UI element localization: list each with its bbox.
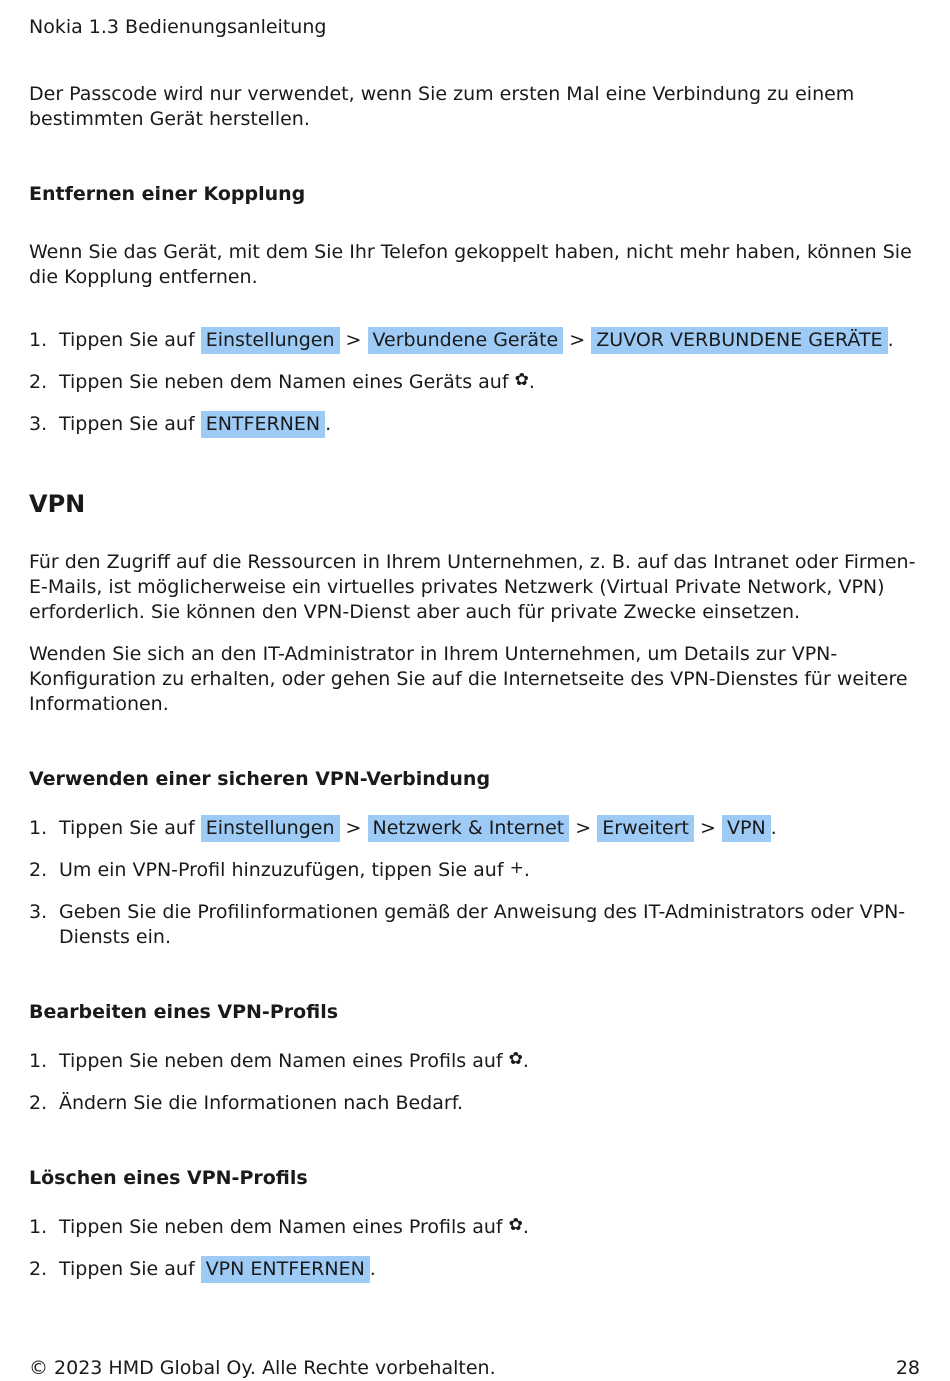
delete-step-1 xyxy=(29,1215,920,1241)
path-separator: > xyxy=(575,817,592,839)
punctuation: . xyxy=(528,371,535,393)
path-separator: > xyxy=(569,329,586,351)
copyright-text: © 2023 HMD Global Oy. Alle Rechte vorbehalten. xyxy=(29,1357,496,1379)
secure-step-1 xyxy=(29,816,920,841)
step-text: Ändern Sie die Informationen nach Bedarf. xyxy=(59,1092,464,1114)
settings-link[interactable]: Einstellungen xyxy=(201,327,340,354)
step-number: 1. xyxy=(29,1050,48,1072)
punctuation: . xyxy=(522,1216,529,1238)
step-number: 1. xyxy=(29,1216,48,1238)
step-text: Tippen Sie auf xyxy=(59,413,195,435)
vpn-paragraph-1: Für den Zugriff auf die Ressourcen in Ihrem Unternehmen, z. B. auf das Intranet oder Firmen-E-Mails, ist möglicherweise ein virtuelles privates Netzwerk (Virtual Private Network, VPN) erforderlich. Sie können den VPN-Dienst aber auch für private Zwecke einsetzen. xyxy=(29,551,916,623)
path-separator: > xyxy=(345,329,362,351)
punctuation: . xyxy=(770,817,777,839)
intro-paragraph: Der Passcode wird nur verwendet, wenn Sie zum ersten Mal eine Verbindung zu einem bestimmten Gerät herstellen. xyxy=(29,83,855,130)
page-header: Nokia 1.3 Bedienungsanleitung xyxy=(29,16,327,38)
settings-link[interactable]: Einstellungen xyxy=(201,815,340,842)
remove-link[interactable]: ENTFERNEN xyxy=(201,411,325,438)
secure-step-3 xyxy=(29,900,920,950)
step-number: 3. xyxy=(29,901,48,923)
unpair-heading: Entfernen einer Kopplung xyxy=(29,183,306,205)
gear-icon: ✿ xyxy=(514,370,529,390)
network-internet-link[interactable]: Netzwerk & Internet xyxy=(368,815,570,842)
path-separator: > xyxy=(700,817,716,839)
unpair-step-2 xyxy=(29,370,920,396)
unpair-step-3 xyxy=(29,412,920,437)
delete-vpn-heading: Löschen eines VPN-Profils xyxy=(29,1167,308,1189)
delete-step-2 xyxy=(29,1257,920,1282)
gear-icon: ✿ xyxy=(508,1049,523,1069)
secure-step-2 xyxy=(29,858,920,884)
edit-step-2 xyxy=(29,1091,920,1116)
punctuation: . xyxy=(887,329,894,351)
secure-vpn-heading: Verwenden einer sicheren VPN-Verbindung xyxy=(29,768,491,790)
step-text: Tippen Sie neben dem Namen eines Geräts auf xyxy=(59,371,509,393)
path-separator: > xyxy=(345,817,362,839)
punctuation: . xyxy=(523,859,530,881)
unpair-text: Wenn Sie das Gerät, mit dem Sie Ihr Telefon gekoppelt haben, nicht mehr haben, können Sie die Kopplung entfernen. xyxy=(29,241,912,288)
punctuation: . xyxy=(522,1050,529,1072)
gear-icon: ✿ xyxy=(508,1215,523,1235)
remove-vpn-link[interactable]: VPN ENTFERNEN xyxy=(201,1256,370,1283)
unpair-step-1 xyxy=(29,328,920,353)
vpn-link[interactable]: VPN xyxy=(722,815,771,842)
step-text: Tippen Sie auf xyxy=(59,817,195,839)
vpn-paragraph-2: Wenden Sie sich an den IT-Administrator in Ihrem Unternehmen, um Details zur VPN-Konfiguration zu erhalten, oder gehen Sie auf die Internetseite des VPN-Dienstes für weitere Informationen. xyxy=(29,643,908,715)
step-text: Tippen Sie auf xyxy=(59,1258,195,1280)
step-number: 2. xyxy=(29,1258,48,1280)
step-number: 2. xyxy=(29,371,48,393)
page-number: 28 xyxy=(895,1357,920,1379)
edit-vpn-heading: Bearbeiten eines VPN-Profils xyxy=(29,1001,339,1023)
advanced-link[interactable]: Erweitert xyxy=(597,815,694,842)
step-number: 1. xyxy=(29,329,48,351)
step-number: 2. xyxy=(29,859,48,881)
step-number: 2. xyxy=(29,1092,48,1114)
step-text: Tippen Sie auf xyxy=(59,329,195,351)
step-text: Um ein VPN-Profil hinzuzufügen, tippen Sie auf xyxy=(59,859,504,881)
step-text: Geben Sie die Profilinformationen gemäß der Anweisung des IT-Administrators oder VPN-Diensts ein. xyxy=(59,901,906,948)
punctuation: . xyxy=(325,413,332,435)
page-footer xyxy=(29,1356,920,1381)
connected-devices-link[interactable]: Verbundene Geräte xyxy=(368,327,564,354)
edit-step-1 xyxy=(29,1049,920,1075)
step-number: 3. xyxy=(29,413,48,435)
step-text: Tippen Sie neben dem Namen eines Profils auf xyxy=(59,1216,503,1238)
previously-connected-devices-link[interactable]: ZUVOR VERBUNDENE GERÄTE xyxy=(591,327,887,354)
plus-icon: + xyxy=(509,858,524,878)
punctuation: . xyxy=(369,1258,376,1280)
step-number: 1. xyxy=(29,817,48,839)
vpn-heading: VPN xyxy=(29,490,86,518)
step-text: Tippen Sie neben dem Namen eines Profils auf xyxy=(59,1050,503,1072)
